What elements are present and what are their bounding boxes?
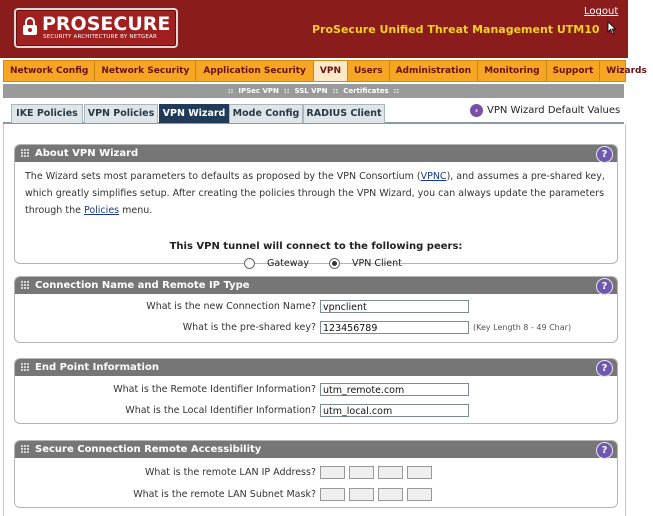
about-description bbox=[25, 168, 610, 219]
vpn-client-radio[interactable] bbox=[329, 258, 340, 269]
lock-icon bbox=[22, 16, 38, 36]
about-text-part: The Wizard sets most parameters to defaults as proposed by the VPN Consortium ( bbox=[25, 171, 421, 182]
help-icon[interactable]: ? bbox=[596, 442, 613, 459]
connection-name-label: What is the new Connection Name? bbox=[146, 301, 316, 312]
grip-icon bbox=[21, 445, 29, 453]
section-header bbox=[15, 441, 617, 458]
gateway-label: Gateway bbox=[267, 258, 309, 269]
vpn-wizard-default-values-link[interactable] bbox=[470, 104, 620, 117]
tab-vpn-wizard[interactable]: VPN Wizard bbox=[159, 104, 229, 123]
grip-icon bbox=[21, 363, 29, 371]
remote-lan-ip-label: What is the remote LAN IP Address? bbox=[145, 467, 316, 478]
sub-nav bbox=[3, 84, 624, 98]
lan-ip-octet-4[interactable] bbox=[407, 466, 432, 479]
grip-icon bbox=[21, 281, 29, 289]
section-header bbox=[15, 277, 617, 294]
help-icon[interactable]: ? bbox=[596, 360, 613, 377]
local-identifier-input[interactable]: utm_local.com bbox=[320, 404, 469, 417]
subnav-separator: :: bbox=[393, 87, 400, 95]
key-length-hint: (Key Length 8 - 49 Char) bbox=[473, 323, 572, 332]
remote-identifier-label: What is the Remote Identifier Information? bbox=[113, 384, 316, 395]
nav-vpn[interactable]: VPN bbox=[314, 61, 348, 81]
prosecure-logo bbox=[14, 8, 178, 48]
remote-accessibility-section bbox=[14, 440, 618, 508]
lan-mask-octet-2[interactable] bbox=[349, 488, 374, 501]
section-title: Secure Connection Remote Accessibility bbox=[35, 444, 262, 455]
preshared-key-input[interactable]: 123456789 bbox=[320, 321, 469, 334]
peers-question: This VPN tunnel will connect to the following peers: bbox=[169, 241, 463, 252]
subnav-separator: :: bbox=[332, 87, 339, 95]
nav-wizards[interactable]: Wizards bbox=[606, 66, 647, 76]
connection-name-input[interactable]: vpnclient bbox=[320, 300, 469, 313]
help-icon[interactable]: ? bbox=[596, 146, 613, 163]
app-header bbox=[0, 0, 628, 58]
about-text-part: ), and assumes a pre-shared key, which greatly simplifies setup. After creating the policies through the VPN Wizard, you can always update the parameters through the bbox=[25, 171, 605, 216]
section-title: End Point Information bbox=[35, 362, 159, 373]
remote-identifier-input[interactable]: utm_remote.com bbox=[320, 383, 469, 396]
app-title: ProSecure Unified Threat Management UTM10 bbox=[312, 23, 600, 36]
nav-network-config[interactable]: Network Config bbox=[4, 61, 95, 81]
nav-network-security[interactable]: Network Security bbox=[95, 61, 196, 81]
nav-support[interactable]: Support bbox=[547, 61, 601, 81]
tab-ike-policies[interactable]: IKE Policies bbox=[11, 104, 83, 123]
about-text-part: menu. bbox=[119, 205, 153, 216]
section-title: Connection Name and Remote IP Type bbox=[35, 280, 250, 291]
policies-link[interactable]: Policies bbox=[83, 205, 120, 216]
mouse-cursor-icon bbox=[607, 21, 617, 35]
logo-text: PROSECURE bbox=[42, 13, 171, 35]
about-vpn-wizard-section bbox=[14, 144, 618, 269]
local-identifier-label: What is the Local Identifier Information? bbox=[125, 405, 316, 416]
nav-users[interactable]: Users bbox=[348, 61, 390, 81]
connection-section bbox=[14, 276, 618, 343]
vpn-client-option[interactable] bbox=[329, 258, 402, 269]
help-icon[interactable]: ? bbox=[596, 278, 613, 295]
main-nav bbox=[3, 60, 647, 82]
vpnc-link[interactable]: VPNC bbox=[420, 171, 447, 182]
section-title: About VPN Wizard bbox=[35, 148, 139, 159]
gateway-option[interactable] bbox=[244, 258, 309, 269]
lan-ip-octet-3[interactable] bbox=[378, 466, 403, 479]
lan-mask-octet-3[interactable] bbox=[378, 488, 403, 501]
vpn-client-label: VPN Client bbox=[352, 258, 402, 269]
grip-icon bbox=[21, 149, 29, 157]
lan-mask-octet-4[interactable] bbox=[407, 488, 432, 501]
subnav-certificates[interactable]: Certificates bbox=[343, 87, 389, 95]
nav-application-security[interactable]: Application Security bbox=[196, 61, 314, 81]
nav-monitoring[interactable]: Monitoring bbox=[478, 61, 547, 81]
tab-mode-config[interactable]: Mode Config bbox=[229, 104, 303, 123]
lan-mask-octet-1[interactable] bbox=[320, 488, 345, 501]
subnav-separator: :: bbox=[283, 87, 290, 95]
default-values-label: VPN Wizard Default Values bbox=[487, 105, 621, 116]
tab-vpn-policies[interactable]: VPN Policies bbox=[84, 104, 158, 123]
lan-ip-octet-2[interactable] bbox=[349, 466, 374, 479]
subnav-ipsec-vpn[interactable]: IPSec VPN bbox=[238, 87, 279, 95]
preshared-key-label: What is the pre-shared key? bbox=[182, 322, 316, 333]
subnav-ssl-vpn[interactable]: SSL VPN bbox=[294, 87, 328, 95]
section-header bbox=[15, 145, 617, 162]
end-point-section bbox=[14, 358, 618, 424]
subnav-separator: :: bbox=[227, 87, 234, 95]
lan-ip-octet-1[interactable] bbox=[320, 466, 345, 479]
content-area bbox=[3, 124, 626, 516]
tab-radius-client[interactable]: RADIUS Client bbox=[303, 104, 385, 123]
remote-lan-subnet-label: What is the remote LAN Subnet Mask? bbox=[133, 489, 316, 500]
logo-tagline: SECURITY ARCHITECTURE BY NETGEAR bbox=[43, 34, 158, 40]
nav-administration[interactable]: Administration bbox=[390, 61, 479, 81]
gateway-radio[interactable] bbox=[244, 258, 255, 269]
logout-link[interactable]: Logout bbox=[584, 6, 619, 17]
section-header bbox=[15, 359, 617, 376]
arrow-circle-icon: › bbox=[470, 104, 483, 117]
